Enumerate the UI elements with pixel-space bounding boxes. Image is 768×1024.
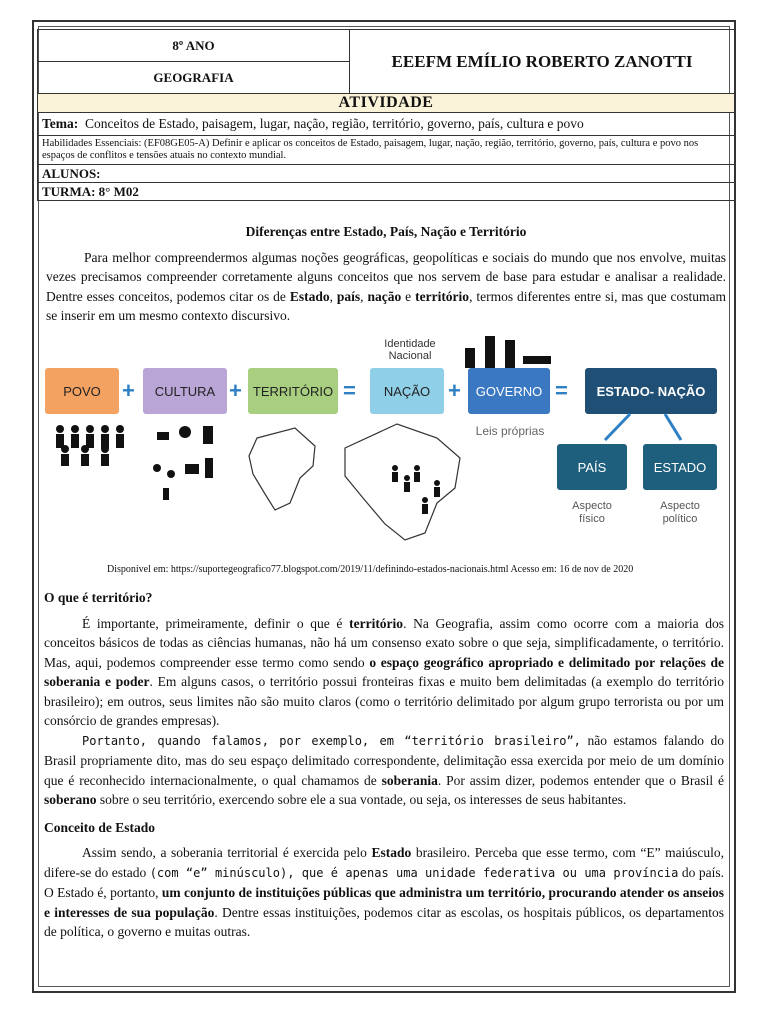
box-territorio: TERRITÓRIO	[248, 368, 338, 414]
text-identidade: Identidade	[384, 338, 436, 350]
text-run: ,	[360, 288, 368, 304]
definition-estado: um conjunto de instituições públicas que administra um território, procurando atender os anseios e interesses de sua população	[44, 885, 725, 920]
term-soberano: soberano	[44, 792, 97, 807]
text-aspecto: Aspecto	[660, 500, 700, 512]
branch-arrows-icon	[605, 414, 681, 440]
box-nacao: NAÇÃO	[370, 368, 444, 414]
image-source: Disponível em: https://suportegeografico77.blogspot.com/2019/11/definindo-estados-nacionais.html Acesso em: 16 de nov de 2020	[107, 564, 634, 575]
label-leis: Leis próprias	[475, 424, 545, 438]
label-aspecto-fisico	[557, 500, 627, 526]
text-run: Portanto, quando falamos, por exemplo, em “território brasileiro”,	[82, 733, 581, 748]
text-run: Para melhor compreendermos algumas noções geográficas, geopolíticas e sociais do mundo que nos envolve, muitas vezes precisamos compreender corretamente alguns conceitos que nos servem de base para estudar e analisar a realidade. Dentre esses conceitos, podemos citar os de	[46, 249, 726, 304]
text-aspecto: Aspecto	[572, 500, 612, 512]
term-pais: país	[336, 288, 361, 304]
text-run: . Em alguns casos, o território possui fronteiras fixas e muito bem delimitadas (a exemplo do território brasileiro); em outros, seus limites não são muito claros (como o território delimitado por algum grupo terrorista ou por um consórcio de grandes empresas).	[44, 674, 724, 728]
concept-diagram	[45, 328, 725, 558]
culture-icons	[153, 426, 213, 500]
text-run: Assim sendo, a soberania territorial é exercida pelo	[82, 845, 372, 860]
header-table	[37, 29, 735, 201]
text-fisico: físico	[579, 513, 605, 525]
people-on-map-icon	[392, 465, 440, 514]
subject-cell: GEOGRAFIA	[38, 62, 350, 94]
definition-territorio: o espaço geográfico apropriado e delimitado por relações de soberania e poder	[44, 654, 724, 689]
term-estado: Estado	[289, 288, 330, 304]
territorio-paragraph-1	[44, 614, 724, 731]
box-estado-nacao: ESTADO- NAÇÃO	[585, 368, 717, 414]
estado-paragraph	[44, 843, 724, 942]
text-run: . Por assim dizer, podemos entender que o Brasil é	[437, 772, 724, 788]
territorio-paragraph-2	[44, 731, 724, 810]
text-nacional: Nacional	[388, 350, 432, 362]
box-cultura: CULTURA	[143, 368, 227, 414]
territorio-heading: O que é território?	[44, 590, 153, 605]
label-identidade	[370, 338, 450, 362]
text-run: brasileiro. Perceba que esse termo, com “E” maiúsculo, difere-se do estado	[44, 845, 724, 880]
school-name: EEEFM EMÍLIO ROBERTO ZANOTTI	[350, 30, 735, 94]
estado-heading: Conceito de Estado	[44, 819, 155, 835]
equals-icon: =	[555, 378, 568, 403]
alunos-field: ALUNOS:	[38, 165, 735, 183]
term-territorio: território	[349, 615, 404, 631]
text-run: sobre o seu território, exercendo sobre ele a sua vontade, ou seja, os interesses de seus habitantes.	[96, 792, 627, 807]
box-pais: PAÍS	[557, 444, 627, 490]
habilidades: Habilidades Essenciais: (EF08GE05-A) Definir e aplicar os conceitos de Estado, paisagem, lugar, nação, região, território, governo, país, cultura e povo nos espaços de conflitos e tensões atuais no contexto mundial.	[38, 136, 735, 165]
tema-text: Conceitos de Estado, paisagem, lugar, nação, região, território, governo, país, cultura e povo	[85, 116, 584, 131]
brazil-map-icon	[249, 424, 460, 540]
label-aspecto-politico	[643, 500, 717, 526]
intro-section	[46, 222, 726, 326]
term-territorio: território	[415, 288, 470, 304]
grade-cell: 8º ANO	[38, 30, 350, 62]
term-estado: Estado	[371, 845, 412, 860]
term-nacao: nação	[367, 288, 402, 304]
tema-label: Tema:	[42, 116, 79, 131]
intro-title: Diferenças entre Estado, País, Nação e Território	[245, 224, 527, 239]
text-run: e	[401, 288, 416, 304]
text-run: não estamos falando do Brasil propriamente dito, mas do seu espaço delimitado correspondente, delimitação essa exercida por meio de um domínio que é reconhecido internacionalmente, o qual chamamos de	[44, 732, 725, 788]
tema-row	[38, 113, 735, 136]
people-icon	[56, 425, 124, 466]
turma-field: TURMA: 8° M02	[38, 183, 735, 201]
plus-icon: +	[448, 378, 461, 403]
plus-icon: +	[229, 378, 242, 403]
term-soberania: soberania	[381, 772, 438, 788]
plus-icon: +	[122, 378, 135, 403]
box-povo: POVO	[45, 368, 119, 414]
text-run: É importante, primeiramente, definir o que é	[82, 615, 350, 631]
territorio-section	[44, 588, 724, 942]
government-symbol-icon	[465, 336, 551, 368]
text-politico: político	[662, 513, 698, 525]
text-run: do país. O Estado é, portanto,	[44, 864, 724, 900]
text-run: , termos diferentes entre si, mas que costumam se inserir em um mesmo contexto discursivo.	[46, 288, 727, 323]
activity-title: ATIVIDADE	[38, 94, 735, 113]
text-run: . Na Geografia, assim como ocorre com a maioria dos conceitos básicos de todas as ciências humanas, não há um consenso exato sobre o que seja, simplificadamente, o território. Mas, aqui, podemos compreender esse termo como sendo	[44, 615, 724, 670]
text-run: . Dentre essas instituições, podemos citar as escolas, os hospitais públicos, os departamentos de política, o governo e muitas outras.	[44, 904, 724, 939]
intro-paragraph	[46, 248, 726, 326]
text-run: (com “e” minúsculo), que é apenas uma unidade federativa ou uma província	[149, 865, 679, 880]
text-run: ,	[329, 288, 337, 304]
box-estado: ESTADO	[643, 444, 717, 490]
box-governo: GOVERNO	[468, 368, 550, 414]
equals-icon: =	[343, 378, 356, 403]
